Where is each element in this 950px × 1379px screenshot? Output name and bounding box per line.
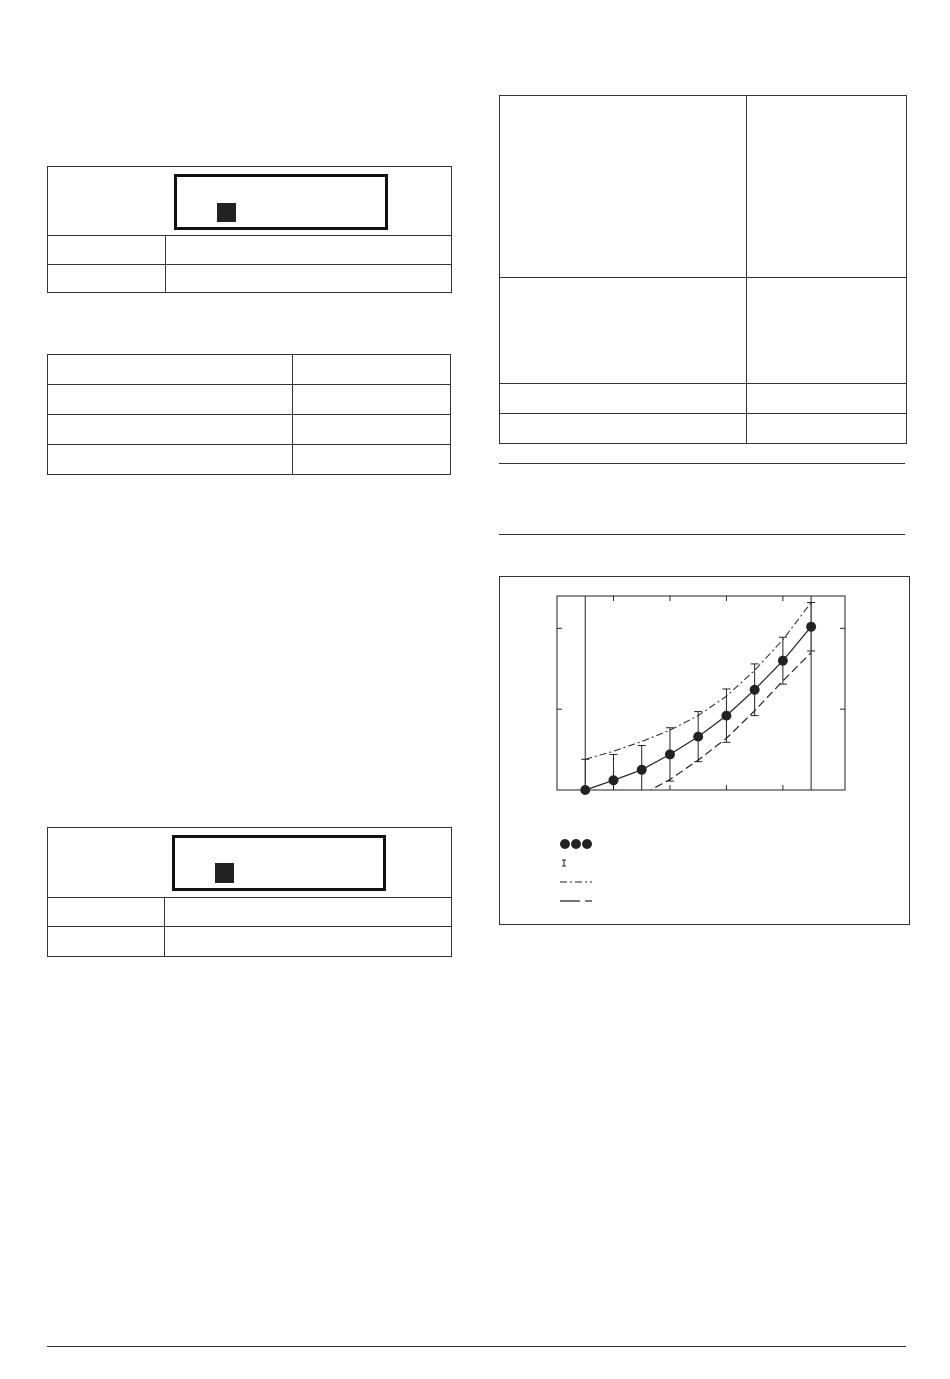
series-main-line <box>585 627 811 790</box>
table-row <box>48 355 451 385</box>
data-point <box>778 656 788 666</box>
legend-circles-icon <box>582 839 592 849</box>
table-cell <box>293 355 451 385</box>
plot-frame <box>557 596 845 790</box>
table-row <box>48 445 451 475</box>
display-panel-2 <box>47 827 452 957</box>
data-point <box>608 775 618 785</box>
chart <box>500 577 909 924</box>
panel-1-row-2-key <box>48 265 166 292</box>
table-cell <box>293 415 451 445</box>
panel-1-row-2-value <box>166 265 451 292</box>
data-point <box>806 622 816 632</box>
table-row <box>500 384 907 414</box>
table-row <box>500 278 907 384</box>
table-row <box>500 414 907 444</box>
table-cell <box>747 384 907 414</box>
panel-2-row-1-key <box>48 898 165 927</box>
table-cell <box>293 445 451 475</box>
cursor-square-icon <box>217 203 236 222</box>
table-1 <box>47 354 451 475</box>
table-cell <box>48 385 293 415</box>
table-cell <box>747 414 907 444</box>
footer-rule <box>47 1346 906 1347</box>
data-point <box>580 785 590 795</box>
table-cell <box>500 278 747 384</box>
panel-2-row-1-value <box>165 898 451 927</box>
data-point <box>721 711 731 721</box>
section-rule-bottom <box>499 534 905 535</box>
display-panel-1 <box>47 166 452 293</box>
panel-2-row-2-key <box>48 927 165 956</box>
display-screen-2 <box>172 835 386 891</box>
data-point <box>665 749 675 759</box>
table-row <box>48 415 451 445</box>
table-cell <box>293 385 451 415</box>
table-cell <box>48 355 293 385</box>
data-point <box>693 732 703 742</box>
legend-circles-icon <box>571 839 581 849</box>
table-cell <box>500 414 747 444</box>
display-screen-1 <box>174 174 388 230</box>
table-cell <box>747 278 907 384</box>
table-row <box>48 385 451 415</box>
data-point <box>750 685 760 695</box>
data-point <box>637 765 647 775</box>
table-cell <box>48 415 293 445</box>
legend-circles-icon <box>560 839 570 849</box>
panel-1-row-1-value <box>166 236 451 265</box>
panel-1-row-1-key <box>48 236 166 265</box>
table-cell <box>500 96 747 278</box>
panel-2-row-2-value <box>165 927 451 956</box>
cursor-square-icon <box>215 863 234 883</box>
table-cell <box>48 445 293 475</box>
table-cell <box>747 96 907 278</box>
table-2 <box>499 95 907 444</box>
table-cell <box>500 384 747 414</box>
section-rule-top <box>499 463 905 464</box>
figure-frame <box>499 576 910 925</box>
table-row <box>500 96 907 278</box>
